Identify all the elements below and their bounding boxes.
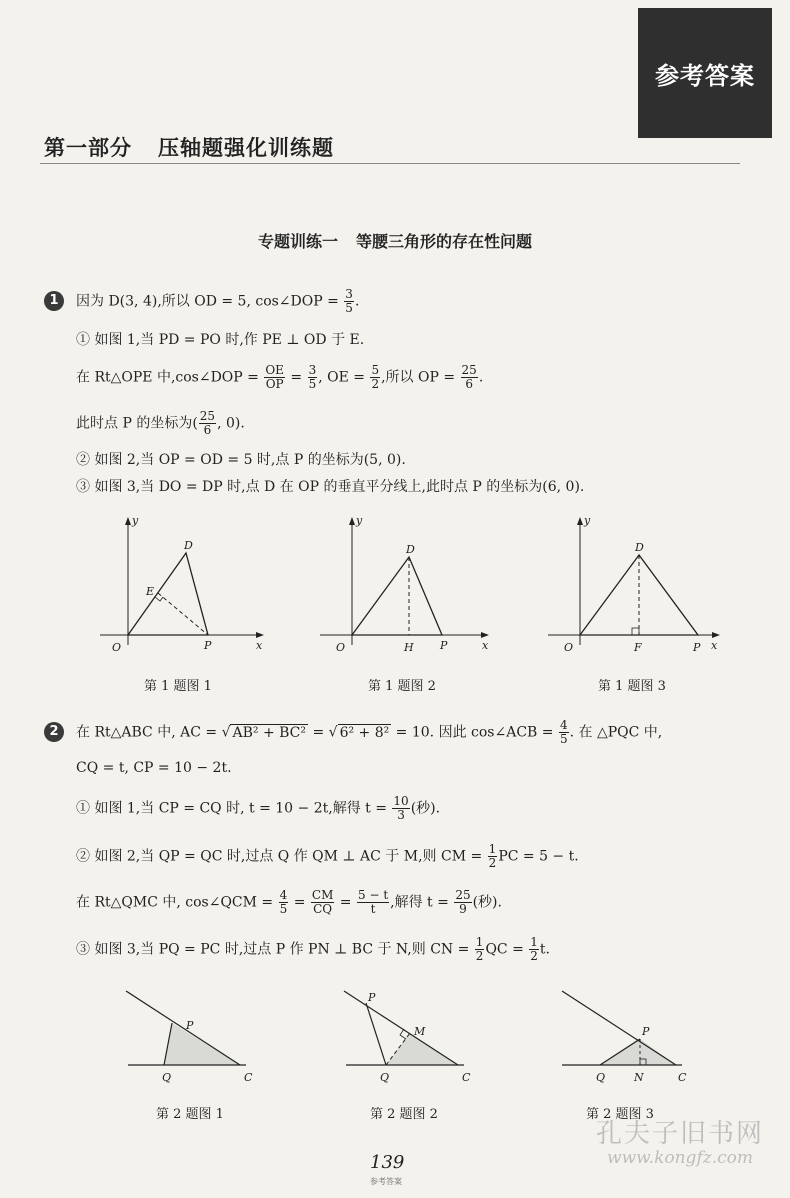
q1-coord-text-2: , 0). [217,415,245,432]
q2-case3-text-3: t. [539,941,550,958]
frac-num: OE [265,363,284,377]
frac-den: 9 [459,902,467,916]
y-axis-label: y [356,514,363,527]
q2-caption-1: 第 2 题图 1 [156,1107,224,1122]
origin-label: O [112,641,122,654]
q2-case3 [76,936,550,963]
q1-case2: ② 如图 2,当 OP = OD = 5 时,点 P 的坐标为(5, 0). [76,452,406,468]
point-m-label: M [414,1025,426,1038]
q1-intro: 因为 D(3, 4),所以 OD = 5, cos∠DOP = $\frac{3}{5}$ . [76,287,360,315]
point-e-label: E [146,585,155,598]
point-p-label: P [204,639,212,652]
q2-case2b-frac-3 [357,889,389,916]
frac-num: 3 [308,363,317,377]
frac-num: 4 [279,888,288,902]
point-q-label: Q [596,1071,606,1084]
point-c-label: C [462,1071,471,1084]
frac-num: 3 [345,287,353,301]
q2-case2b-text-2: ,解得 t = [390,894,454,911]
point-d-label: D [406,543,415,556]
q1-case1-calc: 在 Rt△OPE 中,cos∠DOP = $\frac{OE}{OP}$ = $\frac{3}{5}$ , OE = $\frac{5}{2}$ ,所以 OP = $\frac{25}{6}$ . [76,363,484,391]
frac-den: 5 [559,732,568,746]
point-p-label: P [693,641,701,654]
q2-case2b-text-1: 在 Rt△QMC 中, cos∠QCM = [76,894,278,911]
q1-coord-frac [199,410,216,437]
point-p-label: P [368,991,376,1004]
frac-num: CM [311,888,334,902]
q2-case2 [76,843,579,870]
frac-num: 5 [371,363,380,377]
q1-caption-3: 第 1 题图 3 [598,679,666,694]
x-axis-label: x [482,639,489,652]
q1-figure-3 [548,515,728,660]
q2-case1 [76,795,440,822]
q2-case3-text-1: ③ 如图 3,当 PQ = PC 时,过点 P 作 PN ⊥ BC 于 N,则 CN = [76,941,474,958]
point-q-label: Q [162,1071,172,1084]
frac-den: OP [265,377,284,391]
section-title [0,229,790,252]
frac-den: 2 [530,949,538,963]
point-q-label: Q [380,1071,390,1084]
frac-den: 5 [308,377,317,391]
q1-coord-text-1: 此时点 P 的坐标为( [76,415,198,432]
point-d-label: D [635,541,644,554]
title-rule [40,163,740,164]
frac-den: 5 [345,301,353,315]
section-title-a: 专题训练一 [257,232,338,251]
q2-case3-text-2: QC = [485,941,529,958]
frac-num: 4 [559,718,568,732]
q1-caption-1: 第 1 题图 1 [144,679,212,694]
frac-den: 2 [371,377,380,391]
frac-num: 1 [488,842,497,856]
q2-case1-text-2: (秒). [410,800,441,817]
point-c-label: C [678,1071,687,1084]
point-p-label: P [440,639,448,652]
frac-num: 25 [199,409,216,423]
q2-case3-frac-2 [529,936,539,963]
point-d-label: D [184,539,193,552]
y-axis-label: y [132,514,139,527]
q1-case1-coord [76,410,245,437]
frac-den: CQ [313,902,333,916]
q1-calc-text-3: ,所以 OP = [381,369,460,386]
point-h-label: H [404,641,414,654]
q2-figure-2 [338,985,478,1090]
q2-case2-frac [488,843,498,870]
q2-sqrt-2: 6² + 8² [339,724,390,741]
q1-intro-text: 因为 D(3, 4),所以 OD = 5, cos∠DOP = [76,293,344,310]
q2-intro-frac [559,719,569,746]
q1-intro-frac [344,288,354,315]
q2-case2b-frac-2 [311,889,334,916]
q1-frac-3-5 [308,364,318,391]
q1-calc-text-1: 在 Rt△OPE 中,cos∠DOP = [76,369,264,386]
q2-caption-2: 第 2 题图 2 [370,1107,438,1122]
watermark-url: www.kongfz.com [607,1147,753,1168]
q2-case3-frac-1 [475,936,485,963]
q2-case1-text-1: ① 如图 1,当 CP = CQ 时, t = 10 − 2t,解得 t = [76,800,392,817]
q1-figure-1 [100,515,270,660]
part-title-a: 第一部分 [44,135,132,160]
q1-case1: ① 如图 1,当 PD = PO 时,作 PE ⊥ OD 于 E. [76,332,365,348]
frac-den: 3 [397,808,405,822]
q2-intro-b: CQ = t, CP = 10 − 2t. [76,760,232,776]
q2-figure-1 [120,985,260,1090]
page-footer: 参考答案 [370,1177,402,1186]
frac-den: 2 [475,949,484,963]
q2-intro-text-1: 在 Rt△ABC 中, AC = [76,724,222,741]
y-axis-label: y [584,514,591,527]
q2-figure-3 [556,985,696,1090]
x-axis-label: x [711,639,718,652]
section-title-b: 等腰三角形的存在性问题 [356,232,533,251]
q1-caption-2: 第 1 题图 2 [368,679,436,694]
frac-den: 6 [465,377,473,391]
page-number: 139 [370,1152,405,1173]
frac-num: 1 [530,935,538,949]
q2-case1-frac [392,795,409,822]
point-n-label: N [634,1071,644,1084]
q2-case2-text-1: ② 如图 2,当 QP = QC 时,过点 Q 作 QM ⊥ AC 于 M,则 CM = [76,848,487,865]
question-2-number: 2 [44,722,64,742]
q2-case2b-text-3: (秒). [472,894,502,911]
q1-figure-2 [320,515,495,660]
q2-case2-text-2: PC = 5 − t. [498,848,579,865]
answer-badge: 参考答案 [638,8,772,138]
q2-case2b-frac-1 [279,889,289,916]
point-c-label: C [244,1071,253,1084]
q2-case2b-frac-4 [454,889,471,916]
q1-frac-25-6 [461,364,478,391]
q1-calc-text-2: , OE = [318,369,370,386]
q2-case2b: 在 Rt△QMC 中, cos∠QCM = $\frac{4}{5}$ = $\frac{CM}{CQ}$ = $\frac{5 - t}{t}$ ,解得 t = $\frac{25}{9}$ (秒). [76,888,502,916]
q2-intro-text-2: = [308,724,329,741]
part-title-b: 压轴题强化训练题 [158,135,334,160]
q2-intro: 在 Rt△ABC 中, AC = √ AB² + BC² = √ 6² + 8² = 10. 因此 cos∠ACB = $\frac{4}{5}$ . 在 △PQC 中, [76,718,663,746]
origin-label: O [564,641,574,654]
q2-intro-text-4: . 在 △PQC 中, [569,724,663,741]
point-p-label: P [642,1025,650,1038]
q1-case3: ③ 如图 3,当 DO = DP 时,点 D 在 OP 的垂直平分线上,此时点 P 的坐标为(6, 0). [76,479,585,495]
x-axis-label: x [256,639,263,652]
watermark [596,1120,764,1167]
q2-sqrt-1: AB² + BC² [232,724,306,741]
frac-den: 5 [279,902,288,916]
frac-num: 25 [461,363,477,377]
frac-num: 5 − t [358,888,389,902]
point-p-label: P [186,1019,194,1032]
q2-intro-text-3: = 10. 因此 cos∠ACB = [391,724,558,741]
frac-num: 10 [393,794,409,808]
frac-den: 6 [203,423,212,437]
frac-num: 1 [475,935,484,949]
origin-label: O [336,641,346,654]
frac-den: 2 [488,856,497,870]
point-f-label: F [634,641,642,654]
frac-den: t [370,902,376,916]
q2-caption-3: 第 2 题图 3 [586,1107,654,1122]
frac-num: 25 [455,888,471,902]
question-1-number: 1 [44,291,64,311]
part-title [44,132,334,162]
q1-frac-oe-op [264,364,285,391]
watermark-text: 孔夫子旧书网 [596,1119,765,1149]
q1-frac-5-2 [370,364,380,391]
